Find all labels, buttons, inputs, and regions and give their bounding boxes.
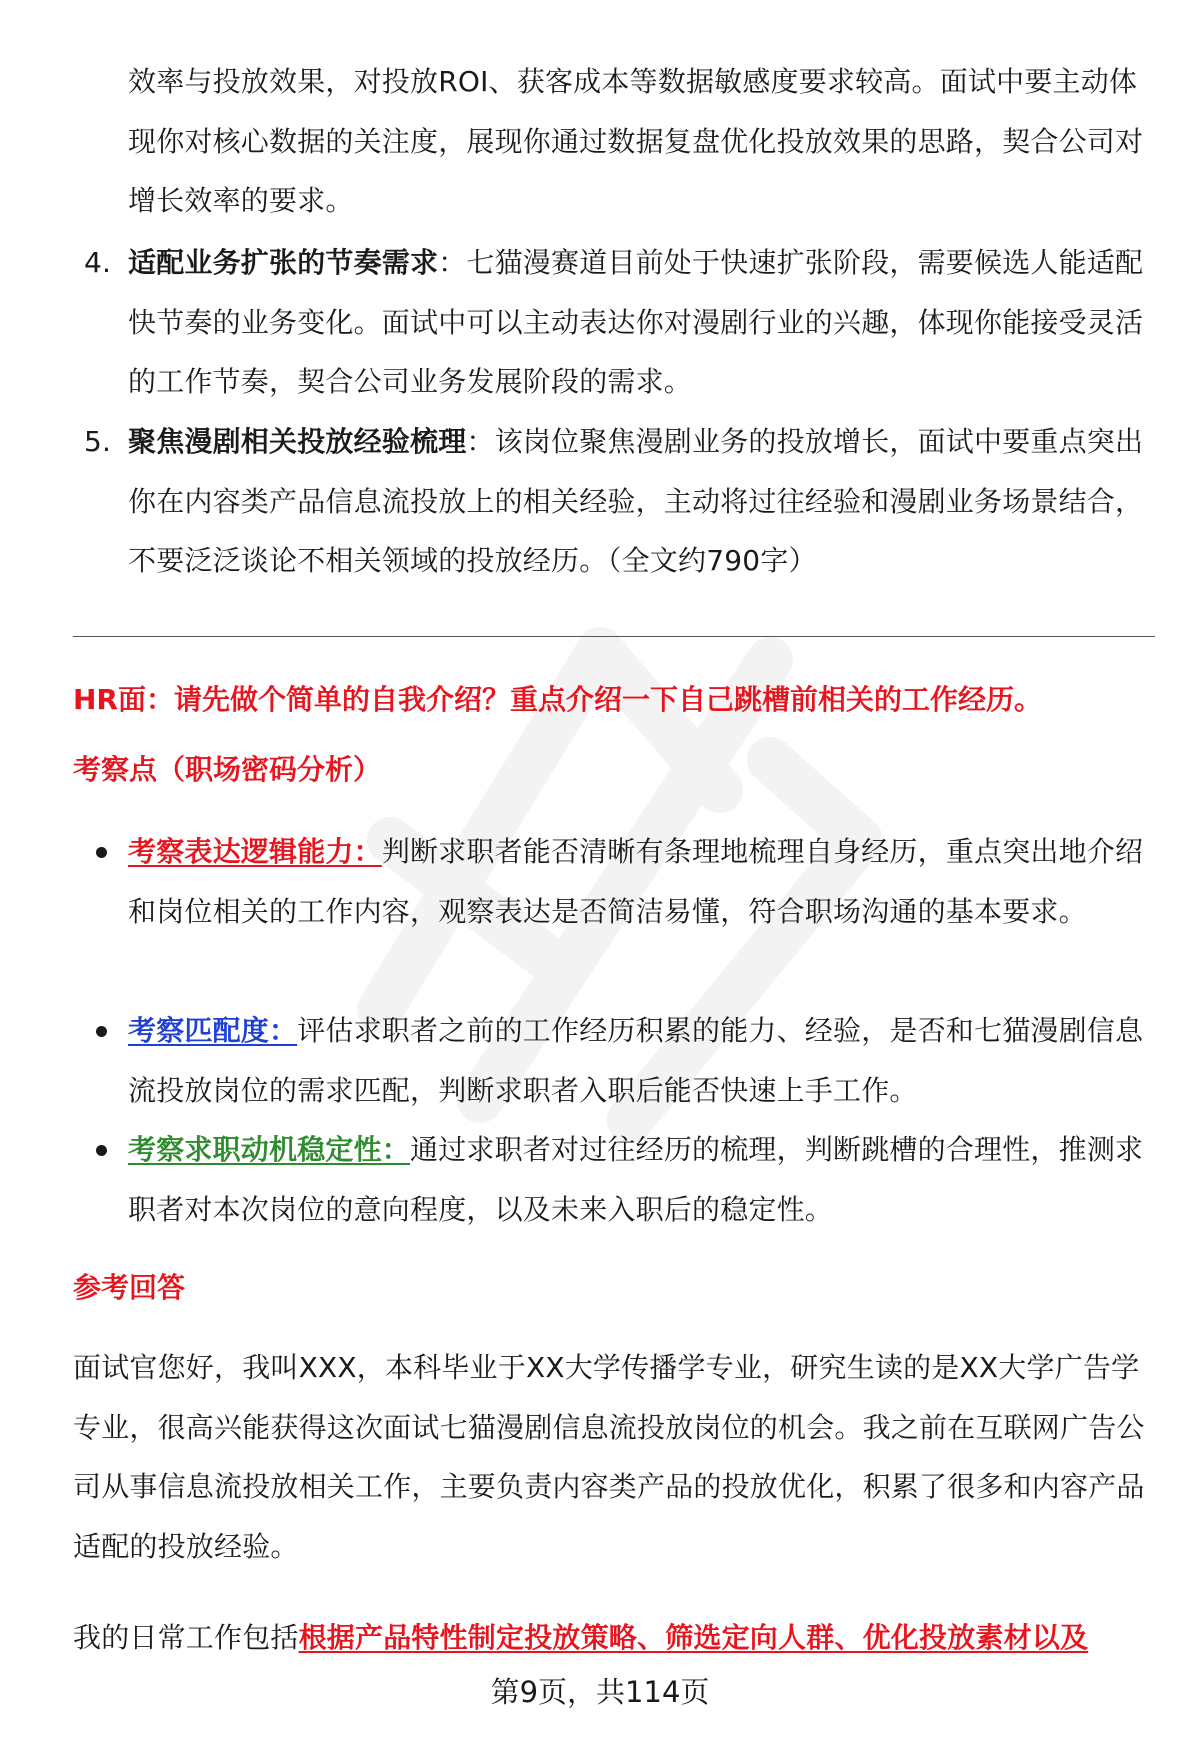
assessment-label: 考察表达逻辑能力： [128, 835, 382, 868]
list-item-text: ：七猫漫赛道目前处于快速扩张阶段，需要候选人能适配快节奏的业务变化。面试中可以主动表达你对漫剧行业的兴趣，体现你能接受灵活的工作节奏，契合公司业务发展阶段的需求。 [128, 246, 1144, 398]
bullet-dot-icon [96, 847, 107, 858]
bullet-dot-icon [96, 1026, 107, 1037]
section-divider [73, 636, 1155, 637]
assessment-label: 考察求职动机稳定性： [128, 1133, 411, 1166]
list-item-number: 4. [84, 246, 112, 279]
reference-heading: 参考回答 [73, 1271, 186, 1304]
assessment-label: 考察匹配度： [128, 1014, 298, 1047]
assessment-text: 通过求职者对过往经历的梳理，判断跳槽的合理性，推测求职者对本次岗位的意向程度，以及未来入职后的稳定性。 [128, 1133, 1144, 1226]
assessment-text: 评估求职者之前的工作经历积累的能力、经验，是否和七猫漫剧信息流投放岗位的需求匹配，判断求职者入职后能否快速上手工作。 [128, 1014, 1144, 1107]
assessment-point [90, 1001, 1148, 1120]
last-line-highlight: 根据产品特性制定投放策略、筛选定向人群、优化投放素材以及 [298, 1621, 1089, 1654]
list-item-title: 聚焦漫剧相关投放经验梳理 [128, 425, 467, 458]
intro-continuation: 效率与投放效果，对投放ROI、获客成本等数据敏感度要求较高。面试中要主动体现你对核心数据的关注度，展现你通过数据复盘优化投放效果的思路，契合公司对增长效率的要求。 [128, 65, 1144, 217]
hr-question-heading: HR面：请先做个简单的自我介绍？重点介绍一下自己跳槽前相关的工作经历。 [73, 683, 1042, 716]
assessment-heading: 考察点（职场密码分析） [73, 753, 382, 786]
page-footer: 第9页，共114页 [490, 1675, 710, 1709]
bullet-dot-icon [96, 1145, 107, 1156]
last-line-prefix: 我的日常工作包括 [73, 1621, 299, 1654]
list-item-5 [84, 412, 1148, 591]
assessment-point [90, 822, 1148, 941]
assessment-text: 判断求职者能否清晰有条理地梳理自身经历，重点突出地介绍和岗位相关的工作内容，观察表达是否简洁易懂，符合职场沟通的基本要求。 [128, 835, 1144, 928]
list-item-number: 5. [84, 425, 112, 458]
list-item-4 [84, 233, 1148, 412]
list-item-text: ：该岗位聚焦漫剧业务的投放增长，面试中要重点突出你在内容类产品信息流投放上的相关经验，主动将过往经验和漫剧业务场景结合，不要泛泛谈论不相关领域的投放经历。（全文约790字） [128, 425, 1144, 577]
reference-paragraph: 面试官您好，我叫XXX，本科毕业于XX大学传播学专业，研究生读的是XX大学广告学专业，很高兴能获得这次面试七猫漫剧信息流投放岗位的机会。我之前在互联网广告公司从事信息流投放相关工作，主要负责内容类产品的投放优化，积累了很多和内容产品适配的投放经验。 [73, 1351, 1145, 1563]
reference-paragraph-continued [73, 1608, 1155, 1668]
list-item-title: 适配业务扩张的节奏需求 [128, 246, 439, 279]
assessment-point [90, 1120, 1148, 1239]
